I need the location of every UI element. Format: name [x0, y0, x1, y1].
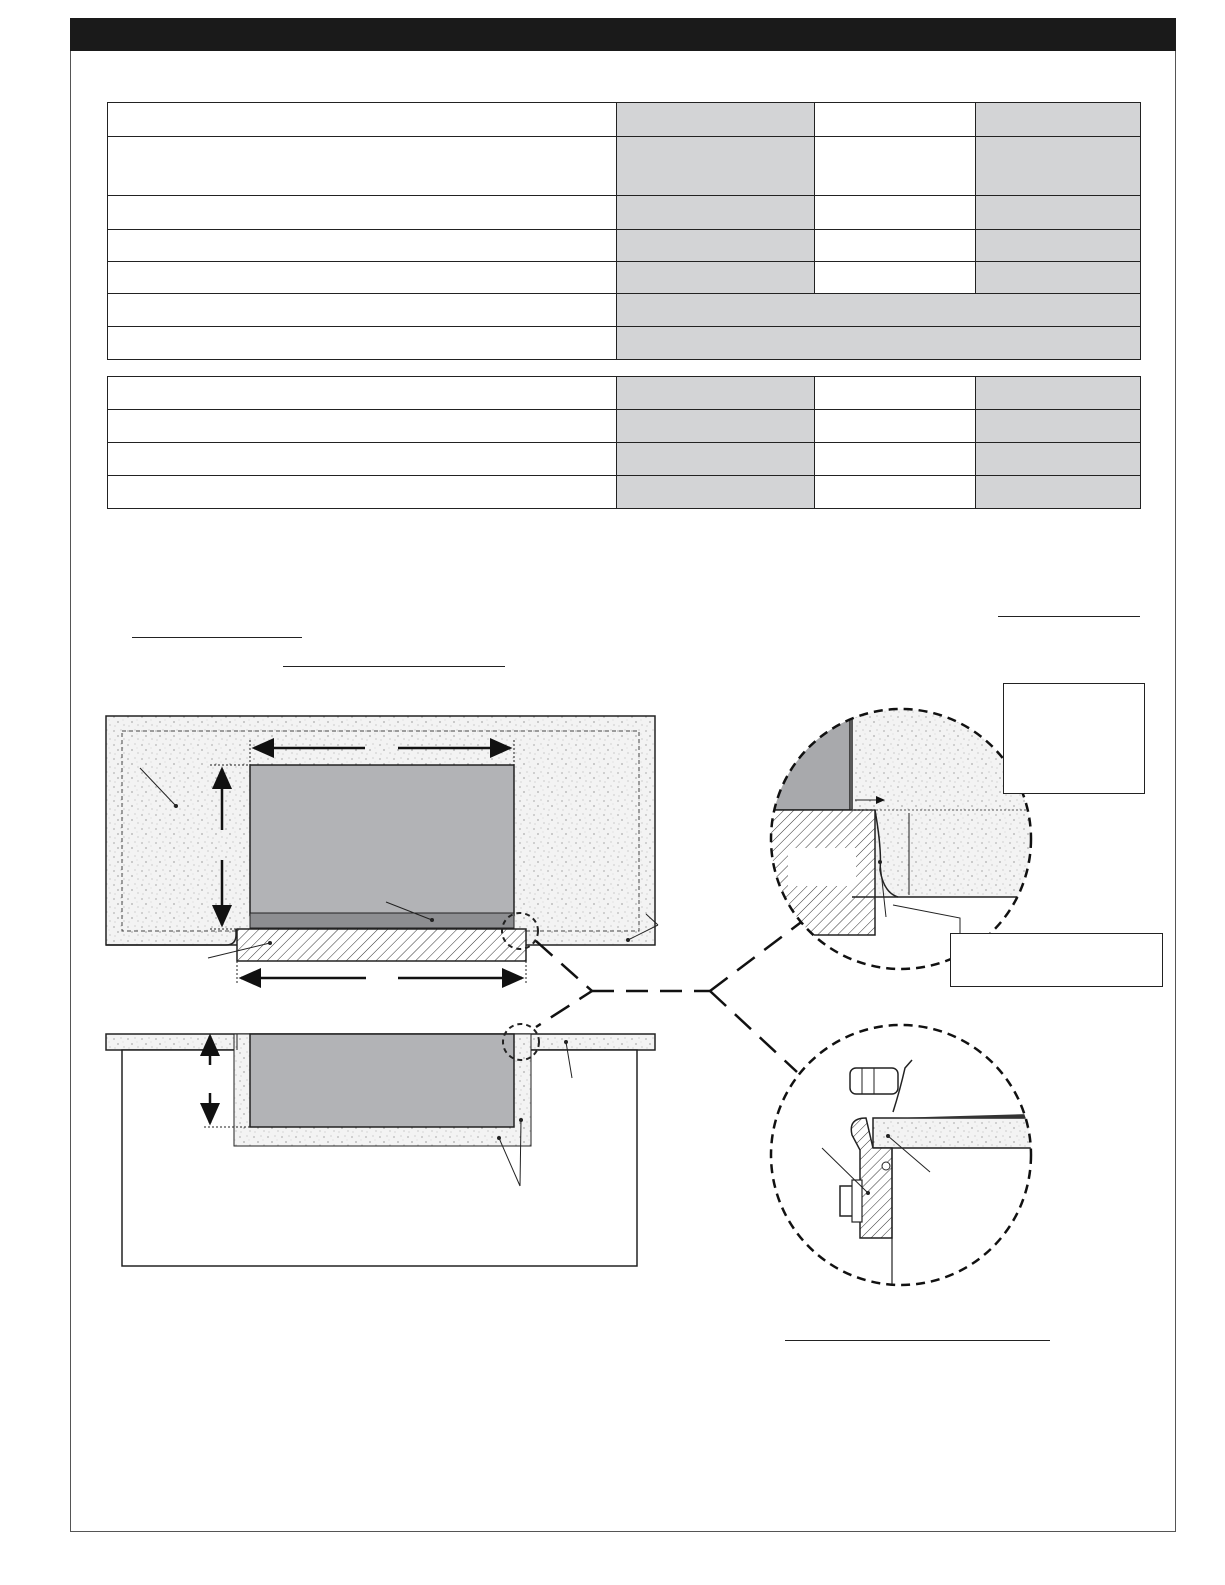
- detail-circle-bottom: [760, 1020, 1050, 1300]
- top-view-countertop: [106, 716, 658, 985]
- side-view-cabinet: [106, 1024, 655, 1266]
- front-trim: [237, 929, 526, 961]
- detail-note-box: [950, 933, 1163, 987]
- cooktop-cutout: [250, 765, 514, 915]
- detail-note-box: [1003, 683, 1145, 794]
